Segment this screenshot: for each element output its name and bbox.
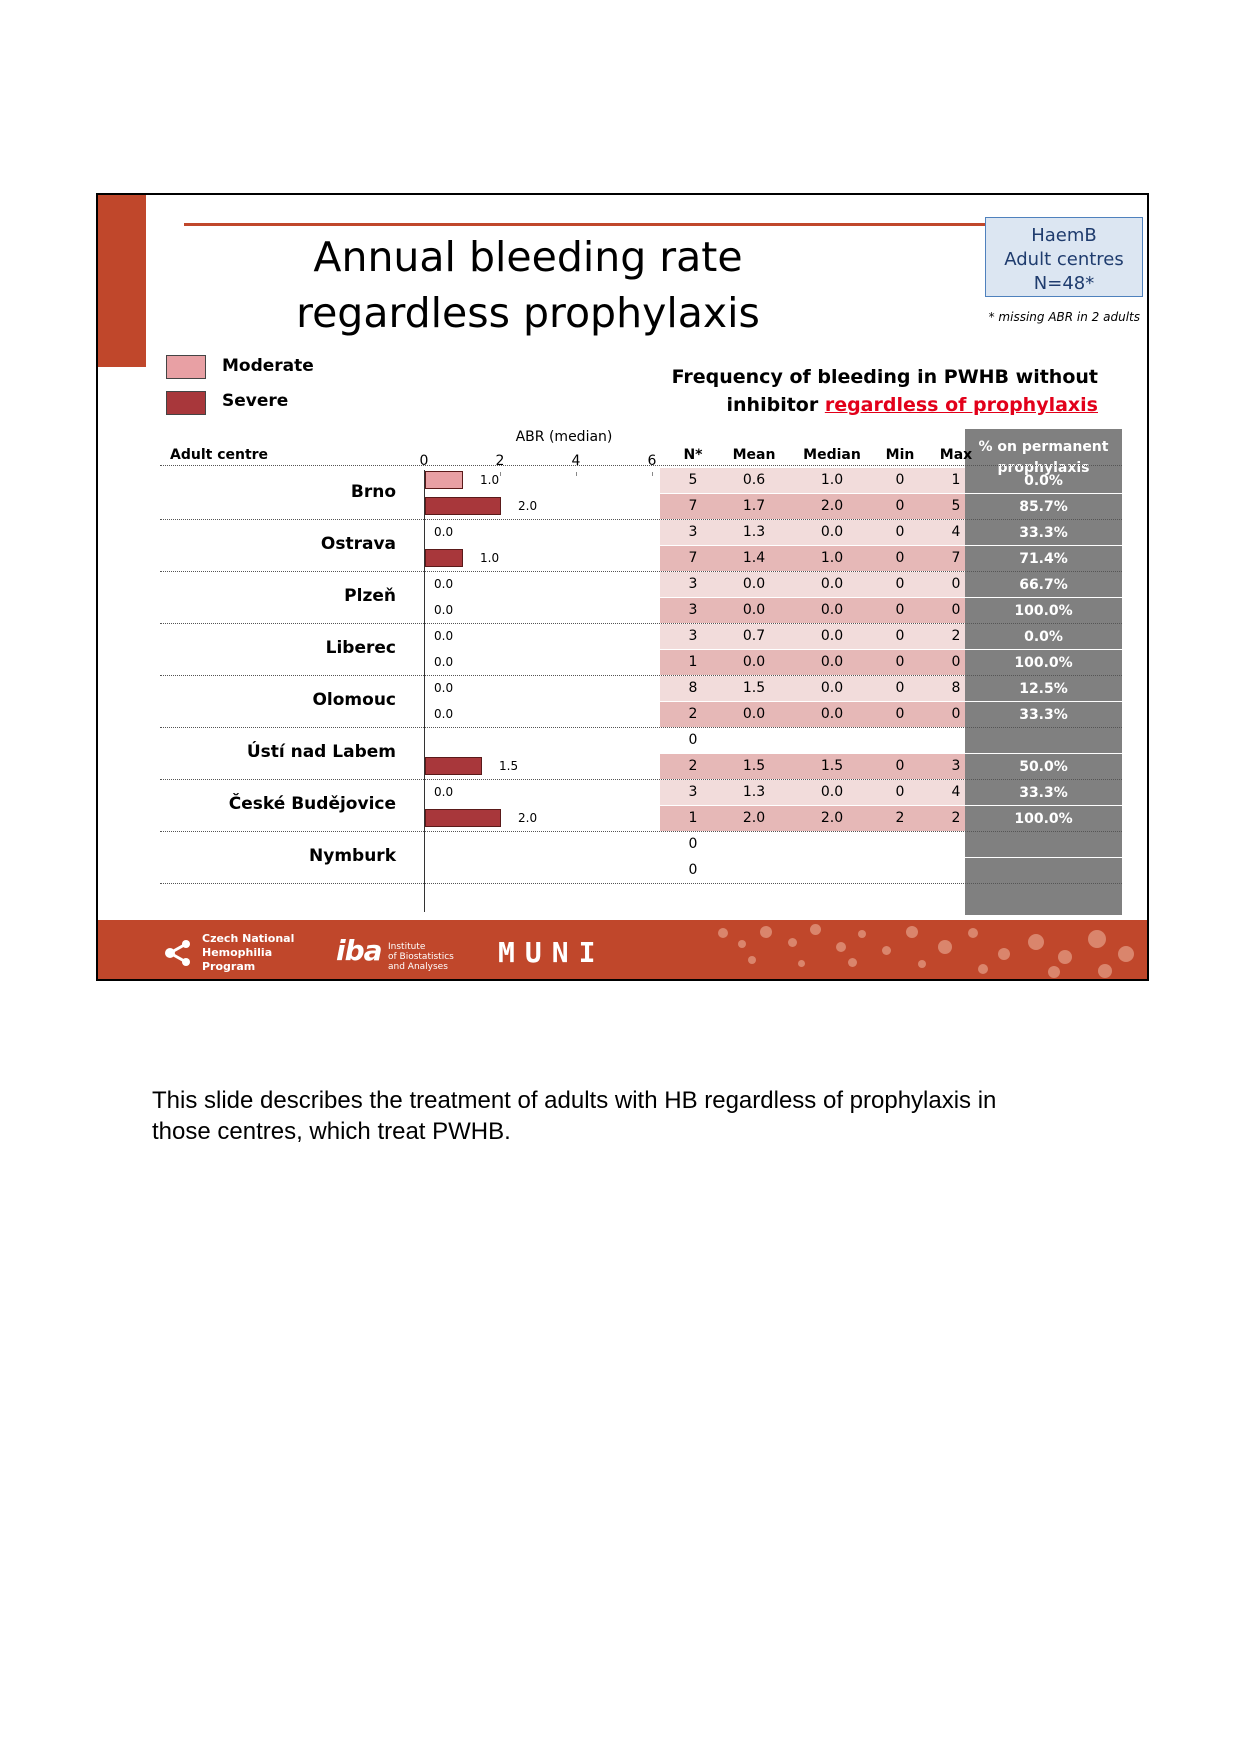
header-min: Min [885, 447, 915, 463]
cell-moderate-min: 0 [895, 524, 905, 540]
footer-dot [998, 948, 1010, 960]
cell-severe-n: 2 [688, 706, 698, 722]
cell-severe-perm: 33.3% [1019, 707, 1068, 723]
footer-dot [848, 958, 857, 967]
footer-dot [718, 928, 728, 938]
cell-moderate-median: 0.0 [820, 524, 844, 540]
bar-label-severe: 0.0 [434, 655, 454, 669]
cell-severe-n: 7 [688, 550, 698, 566]
cell-severe-n: 1 [688, 810, 698, 826]
cell-severe-min: 0 [895, 498, 905, 514]
footer-dot [738, 940, 746, 948]
cell-severe-mean: 0.0 [742, 654, 766, 670]
bar-label-moderate: 0.0 [434, 785, 454, 799]
bar-severe [425, 549, 463, 567]
axis-tick-label: 6 [647, 453, 657, 469]
cell-moderate-median: 1.0 [820, 472, 844, 488]
cell-severe-mean: 1.4 [742, 550, 766, 566]
centre-name: Liberec [325, 638, 396, 658]
centre-name: Plzeň [344, 586, 396, 606]
cell-severe-max: 2 [951, 810, 961, 826]
cell-moderate-max: 4 [951, 784, 961, 800]
cell-severe-median: 1.5 [820, 758, 844, 774]
cell-moderate-n: 8 [688, 680, 698, 696]
bar-label-severe: 0.0 [434, 603, 454, 617]
cell-severe-n: 1 [688, 654, 698, 670]
cell-moderate-median: 0.0 [820, 576, 844, 592]
cell-severe-median: 0.0 [820, 602, 844, 618]
centre-name: Nymburk [309, 846, 396, 866]
cell-moderate-max: 0 [951, 576, 961, 592]
bar-label-severe: 0.0 [434, 707, 454, 721]
footer-dot [1058, 950, 1072, 964]
row-separator [160, 779, 1122, 780]
axis-tick-label: 0 [419, 453, 429, 469]
cell-moderate-mean: 1.3 [742, 784, 766, 800]
perm-separator [965, 857, 1122, 858]
cnhp-logo-line-3: Program [202, 960, 256, 973]
bar-label-moderate: 0.0 [434, 629, 454, 643]
footer-dot [968, 928, 978, 938]
cell-moderate-median: 0.0 [820, 680, 844, 696]
footer-dot [798, 960, 805, 967]
footer-dot [1118, 946, 1134, 962]
cell-moderate-median: 0.0 [820, 784, 844, 800]
footer-dot [1088, 930, 1106, 948]
muni-logo: MUNI [498, 936, 606, 969]
bar-label-severe: 1.0 [480, 551, 500, 565]
cell-moderate-n: 3 [688, 784, 698, 800]
title-rule [184, 223, 1014, 226]
cell-severe-median: 0.0 [820, 706, 844, 722]
slide-title [248, 229, 808, 341]
bar-severe [425, 757, 482, 775]
iba-logo-line-2: of Biostatistics [388, 952, 454, 962]
cell-severe-n: 0 [688, 862, 698, 878]
cell-moderate-n: 3 [688, 576, 698, 592]
bar-label-severe: 2.0 [518, 811, 538, 825]
centre-name: Olomouc [312, 690, 396, 710]
legend-label-moderate: Moderate [222, 356, 314, 376]
legend-label-severe: Severe [222, 391, 289, 411]
cell-moderate-perm: 0.0% [1024, 629, 1063, 645]
frequency-title-line-1: Frequency of bleeding in PWHB without [671, 366, 1098, 388]
row-separator [160, 831, 1122, 832]
perm-separator [965, 649, 1122, 650]
cell-moderate-max: 4 [951, 524, 961, 540]
cnhp-logo-line-2: Hemophilia [202, 946, 273, 959]
header-median: Median [803, 447, 861, 463]
cohort-badge [985, 217, 1143, 297]
perm-separator [965, 753, 1122, 754]
footer-dot [882, 946, 891, 955]
header-n: N* [683, 447, 703, 463]
centre-name: Ostrava [320, 534, 396, 554]
cell-severe-perm: 100.0% [1014, 655, 1073, 671]
badge-line-2: Adult centres [1004, 249, 1124, 270]
cell-moderate-max: 1 [951, 472, 961, 488]
perm-header-line-1: % on permanent [978, 439, 1109, 455]
footer-dot [938, 940, 952, 954]
cell-severe-min: 0 [895, 550, 905, 566]
cell-moderate-min: 0 [895, 472, 905, 488]
cell-moderate-mean: 0.7 [742, 628, 766, 644]
row-separator [160, 623, 1122, 624]
cell-moderate-mean: 0.0 [742, 576, 766, 592]
frequency-title-highlight: regardless of prophylaxis [824, 394, 1098, 416]
cell-severe-perm: 85.7% [1019, 499, 1068, 515]
cell-moderate-mean: 1.5 [742, 680, 766, 696]
cell-severe-median: 1.0 [820, 550, 844, 566]
cell-moderate-median: 0.0 [820, 628, 844, 644]
footer-dot [858, 930, 866, 938]
cell-moderate-perm: 33.3% [1019, 785, 1068, 801]
row-separator [160, 675, 1122, 676]
footer-dot [760, 926, 772, 938]
caption [152, 1085, 1112, 1147]
frequency-title-prefix: inhibitor [726, 394, 825, 416]
accent-bar [98, 195, 146, 367]
cell-severe-median: 0.0 [820, 654, 844, 670]
iba-logo-mark: iba [336, 934, 382, 967]
cell-moderate-min: 0 [895, 680, 905, 696]
cell-severe-median: 2.0 [820, 810, 844, 826]
cell-severe-mean: 0.0 [742, 602, 766, 618]
cell-moderate-min: 0 [895, 628, 905, 644]
footer-dot [748, 956, 756, 964]
cell-severe-mean: 1.5 [742, 758, 766, 774]
footer-dot [978, 964, 988, 974]
cell-moderate-n: 3 [688, 524, 698, 540]
footer-dot [906, 926, 918, 938]
chart-axis-line [424, 470, 425, 912]
cell-severe-max: 5 [951, 498, 961, 514]
legend-swatch-moderate [166, 355, 206, 379]
header-adult-centre: Adult centre [170, 447, 269, 463]
cell-moderate-mean: 1.3 [742, 524, 766, 540]
cell-severe-n: 2 [688, 758, 698, 774]
badge-line-1: HaemB [1031, 225, 1097, 246]
footer-dot [1098, 964, 1112, 978]
bar-label-moderate: 1.0 [480, 473, 500, 487]
cell-severe-min: 0 [895, 602, 905, 618]
cell-severe-perm: 100.0% [1014, 811, 1073, 827]
badge-note: * missing ABR in 2 adults [988, 310, 1140, 324]
badge-line-3: N=48* [1033, 273, 1095, 294]
cell-severe-max: 0 [951, 654, 961, 670]
cell-severe-min: 0 [895, 654, 905, 670]
axis-tick-label: 2 [495, 453, 505, 469]
cnhp-logo [202, 932, 294, 974]
cell-moderate-mean: 0.6 [742, 472, 766, 488]
title-line-1: Annual bleeding rate [313, 233, 743, 281]
bar-label-moderate: 0.0 [434, 577, 454, 591]
caption-line-2: those centres, which treat PWHB. [152, 1118, 511, 1145]
cell-severe-median: 2.0 [820, 498, 844, 514]
bar-moderate [425, 471, 463, 489]
perm-separator [965, 805, 1122, 806]
cell-severe-n: 7 [688, 498, 698, 514]
perm-separator [965, 701, 1122, 702]
network-logo-icon [164, 938, 198, 968]
cell-moderate-n: 5 [688, 472, 698, 488]
row-separator [160, 519, 1122, 520]
iba-logo-line-3: and Analyses [388, 962, 448, 972]
row-separator [160, 883, 1122, 884]
footer-dot [810, 924, 821, 935]
header-max: Max [939, 447, 973, 463]
bar-severe [425, 809, 501, 827]
footer-dot [836, 942, 846, 952]
footer-dot [1048, 966, 1060, 978]
bar-label-severe: 1.5 [499, 759, 519, 773]
axis-tick-label: 4 [571, 453, 581, 469]
perm-header-line-2: prophylaxis [997, 460, 1090, 476]
centre-name: Brno [350, 482, 396, 502]
bar-label-severe: 2.0 [518, 499, 538, 513]
cell-severe-mean: 1.7 [742, 498, 766, 514]
cell-moderate-n: 3 [688, 628, 698, 644]
cell-moderate-perm: 33.3% [1019, 525, 1068, 541]
bar-severe [425, 497, 501, 515]
bar-label-moderate: 0.0 [434, 525, 454, 539]
cell-severe-n: 3 [688, 602, 698, 618]
row-separator [160, 571, 1122, 572]
cell-severe-max: 7 [951, 550, 961, 566]
footer-dot [1028, 934, 1044, 950]
bar-label-moderate: 0.0 [434, 681, 454, 695]
perm-separator [965, 597, 1122, 598]
row-separator [160, 465, 1122, 466]
iba-logo-line-1: Institute [388, 942, 426, 952]
header-mean: Mean [732, 447, 776, 463]
legend-swatch-severe [166, 391, 206, 415]
axis-title: ABR (median) [515, 429, 613, 445]
cell-moderate-min: 0 [895, 576, 905, 592]
cell-moderate-n: 0 [688, 732, 698, 748]
cell-severe-perm: 71.4% [1019, 551, 1068, 567]
cell-severe-mean: 2.0 [742, 810, 766, 826]
cell-moderate-perm: 0.0% [1024, 473, 1063, 489]
cell-severe-mean: 0.0 [742, 706, 766, 722]
cell-moderate-n: 0 [688, 836, 698, 852]
cell-severe-perm: 100.0% [1014, 603, 1073, 619]
frequency-title-line-2 [658, 391, 1098, 419]
cell-moderate-perm: 66.7% [1019, 577, 1068, 593]
footer-dot [788, 938, 797, 947]
cell-moderate-max: 2 [951, 628, 961, 644]
cell-severe-max: 0 [951, 602, 961, 618]
cell-severe-max: 0 [951, 706, 961, 722]
frequency-title [658, 363, 1098, 419]
cell-severe-max: 3 [951, 758, 961, 774]
cell-severe-min: 0 [895, 706, 905, 722]
cell-severe-min: 0 [895, 758, 905, 774]
slide [96, 193, 1149, 981]
caption-line-1: This slide describes the treatment of adults with HB regardless of prophylaxis in [152, 1087, 997, 1114]
perm-separator [965, 493, 1122, 494]
footer-dot [918, 960, 926, 968]
iba-logo-text [388, 942, 454, 972]
row-separator [160, 727, 1122, 728]
cell-moderate-max: 8 [951, 680, 961, 696]
cell-moderate-perm: 12.5% [1019, 681, 1068, 697]
axis-tick-mark [500, 472, 501, 476]
cell-severe-min: 2 [895, 810, 905, 826]
centre-name: Ústí nad Labem [246, 742, 396, 762]
axis-tick-mark [576, 472, 577, 476]
perm-separator [965, 545, 1122, 546]
cell-severe-perm: 50.0% [1019, 759, 1068, 775]
cell-moderate-min: 0 [895, 784, 905, 800]
title-line-2: regardless prophylaxis [296, 289, 760, 337]
cnhp-logo-line-1: Czech National [202, 932, 295, 945]
axis-tick-mark [652, 472, 653, 476]
centre-name: České Budějovice [228, 794, 396, 814]
footer-band [98, 920, 1149, 981]
